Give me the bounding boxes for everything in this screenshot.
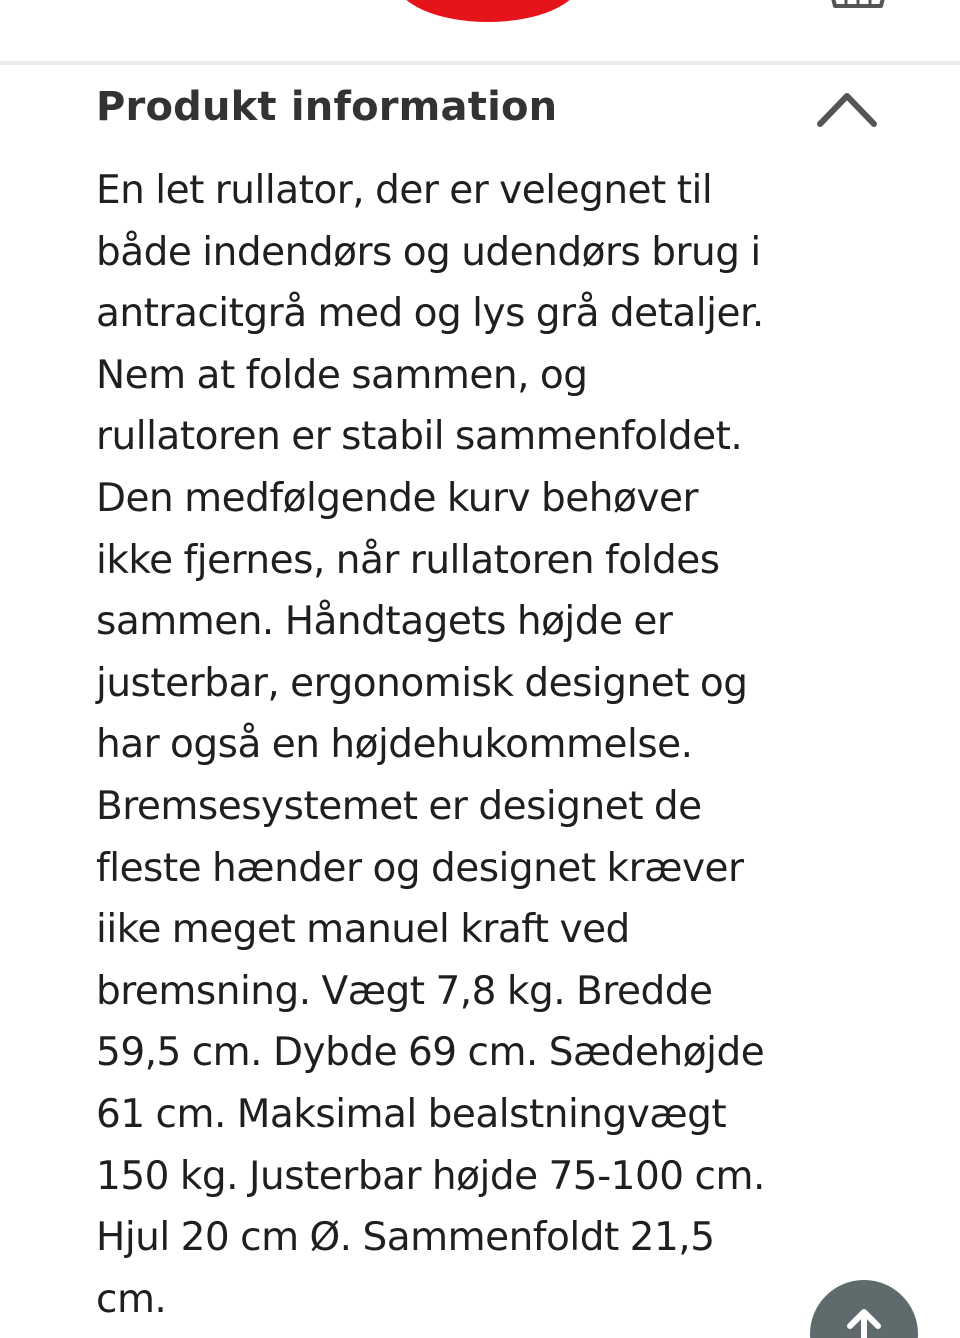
section-title: Produkt information xyxy=(96,84,558,130)
description-line: 59,5 cm. Dybde 69 cm. Sædehøjde xyxy=(96,1030,765,1076)
description-line: antracitgrå med og lys grå detaljer. xyxy=(96,291,764,337)
chevron-left-icon[interactable] xyxy=(220,0,260,8)
description-line: Bremsesystemet er designet de xyxy=(96,783,702,829)
description-line: 61 cm. Maksimal bealstningvægt xyxy=(96,1091,727,1137)
scroll-to-top-button[interactable] xyxy=(810,1280,918,1338)
top-navigation-bar xyxy=(0,0,960,62)
basket-icon[interactable] xyxy=(828,0,888,16)
description-line: En let rullator, der er velegnet til xyxy=(96,168,713,213)
description-line: Nem at folde sammen, og xyxy=(96,352,588,398)
main-action-button[interactable] xyxy=(396,0,580,22)
description-line: har også en højdehukommelse. xyxy=(96,722,693,768)
description-line: fleste hænder og designet kræver xyxy=(96,845,744,891)
description-line: iike meget manuel kraft ved xyxy=(96,907,630,953)
product-description xyxy=(96,160,796,1330)
description-line: både indendørs og udendørs brug i xyxy=(96,229,761,275)
chevron-down-icon[interactable] xyxy=(700,0,740,8)
description-line: justerbar, ergonomisk designet og xyxy=(96,660,748,706)
arrow-up-icon xyxy=(844,1304,884,1338)
description-line: Hjul 20 cm Ø. Sammenfoldt 21,5 xyxy=(96,1215,715,1261)
description-line: Den medfølgende kurv behøver xyxy=(96,475,698,521)
description-line: sammen. Håndtagets højde er xyxy=(96,599,673,645)
description-line: cm. xyxy=(96,1276,167,1322)
description-line: rullatoren er stabil sammenfoldet. xyxy=(96,414,743,460)
description-line: 150 kg. Justerbar højde 75-100 cm. xyxy=(96,1153,765,1199)
chevron-up-icon[interactable] xyxy=(812,86,882,132)
description-line: bremsning. Vægt 7,8 kg. Bredde xyxy=(96,968,713,1014)
description-line: ikke fjernes, når rullatoren foldes xyxy=(96,537,720,583)
header-divider xyxy=(0,61,960,65)
